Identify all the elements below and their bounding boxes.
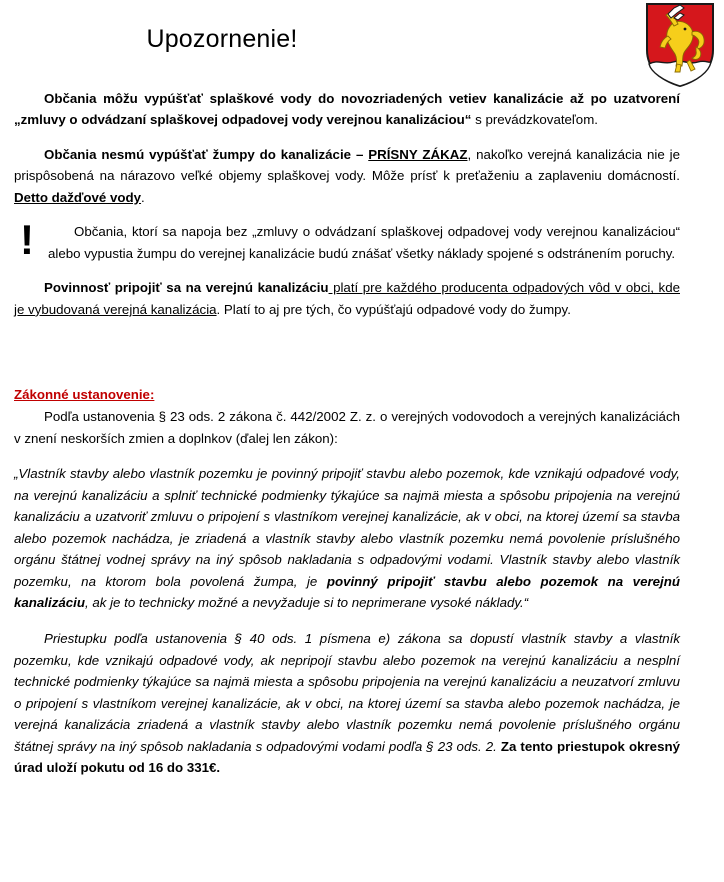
quote-1-bold-emphasis: povinný pripojiť stavbu alebo pozemok na verejnú kanalizáciu bbox=[14, 573, 680, 611]
section-spacer bbox=[14, 333, 680, 385]
paragraph-4-underlined: platí pre každého producenta odpadových vôd v obci, kde je vybudovaná verejná kanalizácia bbox=[14, 280, 680, 317]
paragraph-cesspit-ban bbox=[14, 144, 680, 209]
warning-callout bbox=[14, 216, 680, 264]
document-body bbox=[14, 54, 680, 779]
coat-of-arms-icon bbox=[644, 2, 716, 88]
legal-quote-40 bbox=[14, 628, 680, 779]
exclamation-mark-icon: ! bbox=[20, 216, 34, 264]
page-title: Upozornenie! bbox=[146, 25, 298, 53]
legal-intro-text: Podľa ustanovenia § 23 ods. 2 zákona č. 442/2002 Z. z. o verejných vodovodoch a verejných kanalizáciách v znení neskorších zmien a doplnkov (ďalej len zákon): bbox=[14, 409, 680, 446]
paragraph-2-bold-lead: Občania nesmú vypúšťať žumpy do kanalizácie – bbox=[44, 146, 369, 162]
quote-2-penalty-text: Za tento priestupok okresný úrad uloží pokutu od 16 do 331€. bbox=[14, 738, 680, 776]
quote-1-part-1: „Vlastník stavby alebo vlastník pozemku je povinný pripojiť stavbu alebo pozemok, kde vznikajú odpadové vody, na verejnú kanalizáciu a splniť technické podmienky týkajúce sa najmä miesta a spôsobu pripojenia na verejnú kanalizáciu a uzatvoriť zmluvu o pripojení s vlastníkom verejnej kanalizácie, ak v obci, na ktorej území sa stavba alebo pozemok nachádza, je zriadená a vlastník stavby alebo vlastník pozemku nemá povolenie príslušného orgánu štátnej vodnej správy na iný spôsob nakladania s odpadovými vodami. Vlastník stavby alebo vlastník pozemku, na ktorom bola povolená žumpa, je bbox=[14, 466, 680, 589]
paragraph-2-period: . bbox=[141, 189, 145, 205]
paragraph-2-strict-ban: PRÍSNY ZÁKAZ bbox=[368, 146, 468, 162]
callout-text: Občania, ktorí sa napoja bez „zmluvy o odvádzaní splaškovej odpadovej vody verejnou kanalizáciou“ alebo vypustia žumpu do verejnej kanalizácie budú znášať všetky náklady spojené s odstránením poruchy. bbox=[48, 224, 680, 261]
paragraph-2-body: , nakoľko verejná kanalizácia nie je prispôsobená na nárazovo veľké objemy splaškovej vody. Môže prísť k preťaženiu a zaplaveniu domácností. bbox=[14, 146, 680, 184]
paragraph-2-rainwater-note: Detto dažďové vody bbox=[14, 189, 142, 205]
legal-quote-23 bbox=[14, 463, 680, 614]
paragraph-4-tail: . Platí to aj pre tých, čo vypúšťajú odpadové vody do žumpy. bbox=[216, 301, 571, 317]
paragraph-4-bold-lead: Povinnosť pripojiť sa na verejnú kanalizáciu bbox=[44, 280, 329, 296]
paragraph-1-bold-part: Občania môžu vypúšťať splaškové vody do novozriadených vetiev kanalizácie až po uzatvorení „zmluvy o odvádzaní splaškovej odpadovej vody verejnou kanalizáciou“ bbox=[14, 90, 680, 128]
quote-2-part-1: Priestupku podľa ustanovenia § 40 ods. 1 písmena e) zákona sa dopustí vlastník stavby a vlastník pozemku, kde vznikajú odpadové vody, ak nepripojí stavbu alebo pozemok na verejnú kanalizáciu a nesplní technické podmienky týkajúce sa najmä miesta a spôsobu pripojenia na verejnú kanalizáciu a neuzatvorí zmluvu o pripojení s vlastníkom verejnej kanalizácie, ak v obci, na ktorej území sa stavba alebo pozemok nachádza, je verejná kanalizácia zriadená a vlastník stavby alebo vlastník pozemku nemá povolenie príslušného orgánu štátnej správy na iný spôsob nakladania s odpadovými vodami podľa § 23 ods. 2. bbox=[14, 631, 680, 754]
paragraph-connection-rules bbox=[14, 88, 680, 131]
legal-section-heading: Zákonné ustanovenie: bbox=[14, 387, 155, 403]
paragraph-obligation bbox=[14, 277, 680, 320]
paragraph-1-tail: s prevádzkovateľom. bbox=[471, 112, 598, 128]
quote-1-part-3: , ak je to technicky možné a nevyžaduje si to neprimerane vysoké náklady.“ bbox=[84, 595, 529, 611]
